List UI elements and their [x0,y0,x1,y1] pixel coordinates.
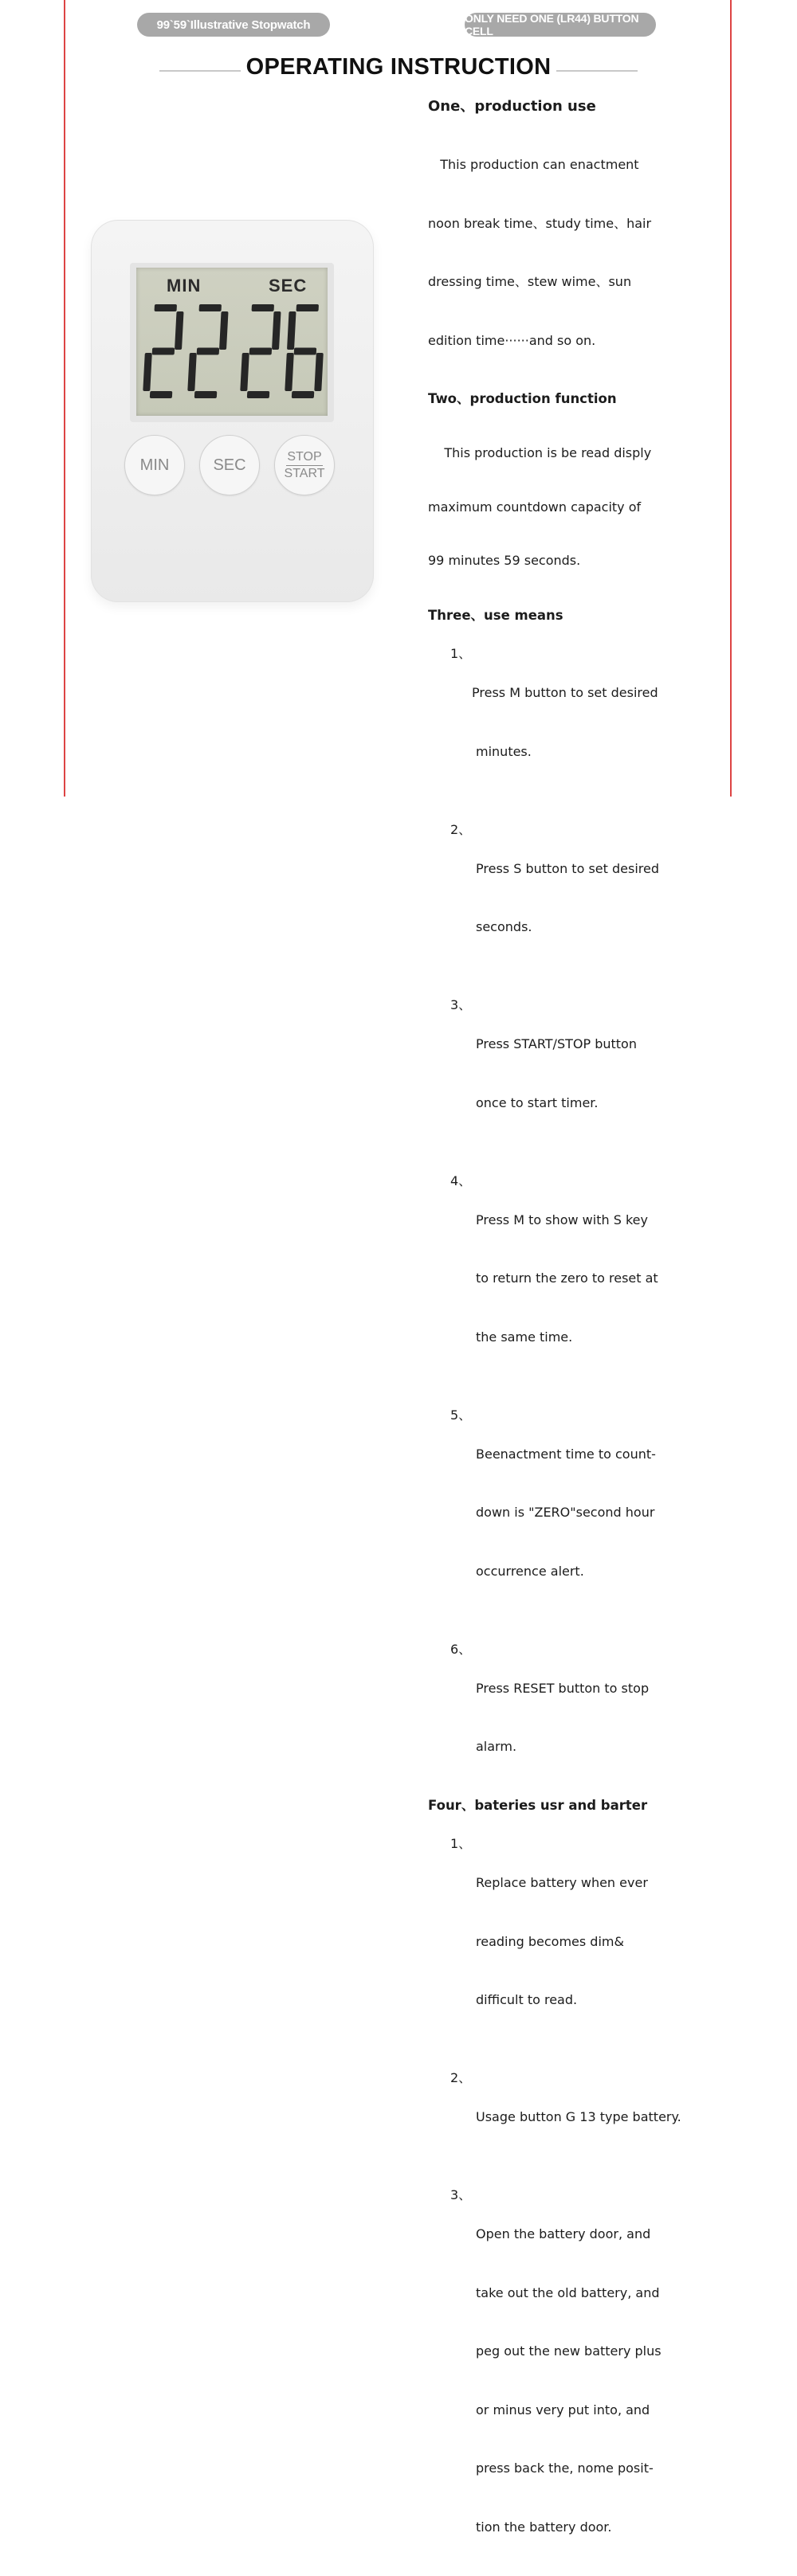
sec-button[interactable] [199,435,260,495]
start-label: START [285,466,325,481]
section-two-line: This production is be read disply [428,444,723,463]
lcd-digit [285,304,326,398]
battery-badge: ONLY NEED ONE (LR44) BUTTON CELL [465,13,656,37]
lcd-min-label: MIN [167,276,201,296]
list-item-line: down is "ZERO"second hour [476,1503,723,1523]
lcd-segment-b [219,311,229,350]
section-two-heading: Two、production function [428,390,723,409]
list-item-number: 5、 [450,1406,471,1426]
lcd-digit [187,304,229,398]
list-item-line: Press START/STOP button [476,1035,723,1055]
list-item-number: 1、 [450,644,471,664]
section-two-line: 99 minutes 59 seconds. [428,552,723,570]
list-item-number: 3、 [450,2186,471,2206]
list-item-number: 4、 [450,1172,471,1192]
list-item-line: once to start timer. [476,1094,723,1114]
stopwatch-device [91,220,374,602]
left-border-line [64,0,65,797]
list-item-line: Press S button to set desired [476,859,723,879]
list-item [428,1152,723,1386]
section-four-list [428,1815,723,2576]
list-item-line: Press M button to set desired [472,683,723,703]
lcd-digit [143,304,184,398]
list-item-line: occurrence alert. [476,1562,723,1582]
list-item [428,1386,723,1620]
title-rule-right [556,70,638,72]
sec-button-label: SEC [213,456,245,475]
lcd-segment-c [314,353,324,391]
lcd-segment-d [194,391,217,398]
lcd-digit [240,304,281,398]
instructions [428,97,723,2576]
lcd-segment-d [150,391,172,398]
stop-label: STOP [286,450,322,466]
list-item-line: the same time. [476,1328,723,1348]
list-item [428,625,723,801]
section-one-text [428,116,723,390]
list-item-number: 1、 [450,1834,471,1854]
lcd-segment-g [249,348,272,355]
list-item-line: Usage button G 13 type battery. [476,2108,723,2128]
stopwatch-badge: 99`59`Illustrative Stopwatch [137,13,330,37]
section-two-text [428,409,723,606]
lcd-segment-g [152,348,175,355]
lcd-segment-g [197,348,219,355]
min-button[interactable] [124,435,185,495]
list-item-line: or minus very put into, and [476,2401,723,2421]
list-item-line: press back the, nome posit- [476,2459,723,2479]
section-one-heading: One、production use [428,97,723,116]
list-item-line: Press RESET button to stop [476,1679,723,1699]
lcd-segment-d [292,391,314,398]
list-item-number: 2、 [450,820,471,840]
lcd-segment-a [296,304,319,311]
list-item-line: seconds. [476,918,723,938]
section-four-heading: Four、bateries usr and barter [428,1796,723,1815]
section-one-line: This production can enactment [428,155,723,175]
section-two-line: maximum countdown capacity of [428,499,723,517]
list-item-line: tion the battery door. [476,2518,723,2538]
lcd-segment-a [199,304,222,311]
list-item-number: 3、 [450,996,471,1016]
list-item-line: Replace battery when ever [476,1873,723,1893]
title-row [159,53,638,88]
list-item-line: minutes. [476,742,723,762]
lcd-segment-a [252,304,274,311]
list-item [428,2167,723,2576]
list-item-line: Press M to show with S key [476,1211,723,1231]
lcd-segment-g [294,348,316,355]
lcd-segment-a [155,304,177,311]
section-one-line: dressing time、stew wime、sun [428,272,723,292]
lcd-segment-f [287,311,296,350]
list-item-line: reading becomes dim& [476,1932,723,1952]
list-item-line: Open the battery door, and [476,2225,723,2245]
list-item-number: 6、 [450,1640,471,1660]
list-item-line: peg out the new battery plus [476,2342,723,2362]
lcd-segment-e [187,353,197,391]
lcd-sec-label: SEC [269,276,307,296]
stop-start-button[interactable] [274,435,335,495]
list-item [428,1815,723,2049]
title-rule-left [159,70,241,72]
min-button-label: MIN [140,456,170,475]
lcd-segment-e [143,353,152,391]
list-item-line: Beenactment time to count- [476,1445,723,1465]
lcd-digits [136,296,328,416]
lcd-segment-e [285,353,294,391]
list-item-line: take out the old battery, and [476,2284,723,2304]
section-one-line: noon break time、study time、hair [428,214,723,234]
list-item [428,2049,723,2167]
list-item [428,801,723,977]
list-item [428,977,723,1153]
list-item-line: alarm. [476,1737,723,1757]
lcd-frame [130,263,334,422]
list-item-line: difficult to read. [476,1991,723,2010]
lcd-segment-b [175,311,184,350]
lcd-segment-d [247,391,269,398]
list-item [428,1620,723,1796]
section-three-list [428,625,723,1796]
page-title: OPERATING INSTRUCTION [241,54,556,80]
lcd-segment-e [240,353,249,391]
section-one-line: edition time······and so on. [428,331,723,351]
lcd-segment-b [272,311,281,350]
list-item-number: 2、 [450,2069,471,2089]
section-three-heading: Three、use means [428,606,723,625]
lcd-screen [136,268,328,416]
right-border-line [730,0,732,797]
list-item-line: to return the zero to reset at [476,1269,723,1289]
